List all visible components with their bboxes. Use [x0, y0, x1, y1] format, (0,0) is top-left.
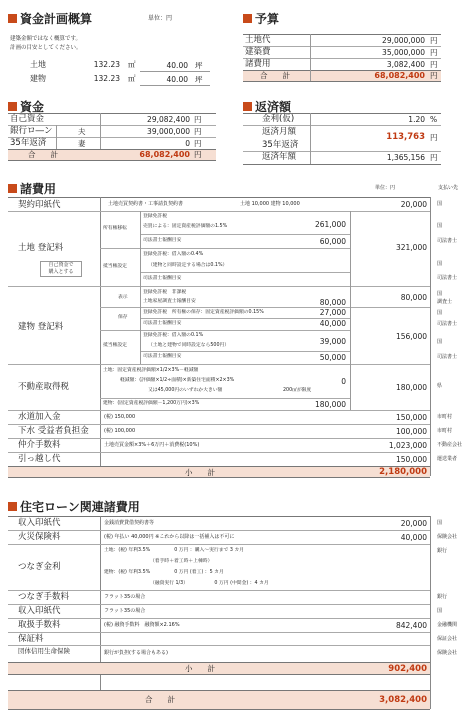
- survey-value: 80,000: [319, 298, 346, 307]
- broker-payee: 不動産会社: [437, 442, 463, 448]
- costs-subtotal-value: 2,180,000: [379, 467, 427, 477]
- square-bullet-icon: [243, 102, 252, 111]
- land-reg-l1: 登録免許税: [143, 214, 167, 219]
- land-reg-payee1: 国: [437, 223, 443, 229]
- preserve-l2: 司法書士報酬目安: [143, 321, 182, 326]
- group-life-payee: 保険会社: [437, 650, 458, 656]
- budget-title: [243, 10, 279, 27]
- sewer-label: 下水 受益者負担金: [18, 426, 89, 436]
- mortgage-label: 抵当権設定: [103, 264, 127, 269]
- broker-label: 仲介手数料: [18, 440, 61, 450]
- monthly-term-label: 35年返済: [262, 140, 299, 150]
- badge-line2: 購入とする: [48, 268, 74, 275]
- land-reg-payee3: 国: [437, 261, 443, 267]
- loan-husband-unit: 円: [194, 127, 202, 136]
- loan-wife-label: 妻: [78, 139, 86, 148]
- square-bullet-icon: [8, 102, 17, 111]
- costs-title-text: 諸費用: [20, 182, 57, 196]
- budget-land-value: 29,000,000: [382, 36, 425, 45]
- budget-misc-label: 諸費用: [245, 59, 271, 69]
- preserve-l1-value: 27,000: [319, 308, 346, 317]
- own-funds-label: 自己資金: [10, 114, 45, 124]
- land-reg-l6: 司法書士報酬目安: [143, 276, 182, 281]
- land-reg-payee4: 司法書士: [437, 275, 458, 281]
- rate-label: 金利(仮): [262, 114, 295, 124]
- bldg-reg-payee5: 国: [437, 339, 443, 345]
- loan-stamp-desc: 金銭消費貸借契約書等: [104, 520, 155, 526]
- land-m2: 132.23: [93, 60, 120, 69]
- fire-insurance-desc: (税) 年払い 40,000円 ※これから以降は一括補入は不可に: [104, 534, 235, 540]
- bridge-l2: （着手時＋着工時＋上棟時）: [150, 559, 213, 564]
- annual-unit: 円: [430, 153, 438, 162]
- annual-label: 返済年額: [262, 152, 297, 162]
- acq-tax-l2b: 又は45,000円のいずれか大きい額: [148, 388, 223, 393]
- acq-tax-l1: 土地：固定資産税評価額×1/2×3%－軽減額: [103, 368, 199, 373]
- fund-plan-note2: 計画の目安としてください。: [10, 45, 82, 51]
- bldg-tsubo: 40.00: [166, 75, 188, 84]
- bldg-reg-payee4: 司法書士: [437, 321, 458, 327]
- budget-misc-unit: 円: [430, 60, 438, 69]
- water-payee: 市町村: [437, 414, 453, 420]
- preserve-l1: 登録免許税 所有権の保存：固定資産税評価額の0.15%: [143, 310, 264, 315]
- funds-title-text: 資金: [20, 100, 45, 114]
- contract-stamp-detail: 土地 10,000 建物 10,000: [240, 201, 300, 207]
- annual-value: 1,365,156: [386, 153, 425, 162]
- fund-plan-unit: 単位：円: [148, 15, 173, 22]
- water-value: 150,000: [395, 413, 427, 422]
- loan-term-label: 35年返済: [10, 138, 47, 148]
- budget-total-label: 合 計: [260, 71, 290, 80]
- funds-total-value: 68,082,400: [139, 150, 190, 159]
- own-funds-value: 29,082,400: [147, 115, 190, 124]
- bldg-label: 建物: [30, 74, 46, 83]
- costs-title: [8, 180, 56, 197]
- loan-costs-title: [8, 498, 140, 515]
- land-reg-total: 321,000: [395, 243, 427, 252]
- land-reg-l2-value: 261,000: [314, 220, 346, 229]
- budget-building-unit: 円: [430, 48, 438, 57]
- fund-plan-note1: 建築金額ではなく概算です。: [10, 36, 82, 42]
- loan-costs-subtotal-value: 902,400: [388, 664, 427, 674]
- budget-land-unit: 円: [430, 36, 438, 45]
- guarantee-payee: 保証会社: [437, 636, 458, 642]
- group-life-desc: 銀行が負担(する場合もある): [104, 650, 168, 656]
- land-reg-payee2: 司法書士: [437, 238, 458, 244]
- badge-line1: 自己資金で: [48, 262, 74, 268]
- water-label: 水道加入金: [18, 412, 61, 422]
- mortgage-l3: 司法書士報酬目安: [143, 354, 182, 359]
- land-reg-label: 土地 登記料: [18, 243, 64, 253]
- bldg-m2-unit: ㎡: [128, 74, 136, 83]
- budget-building-value: 35,000,000: [382, 48, 425, 57]
- group-life-label: 団体信用生命保険: [18, 647, 70, 655]
- land-reg-l5: （建物と同時設定する場合は0.1%）: [148, 263, 228, 268]
- moving-value: 150,000: [395, 455, 427, 464]
- land-reg-l2: 売買による：固定資産税評価額の1.5%: [143, 224, 228, 229]
- grand-total-value: 3,082,400: [379, 695, 427, 705]
- budget-title-text: 予算: [255, 12, 280, 26]
- survey-l2: 土地家屋調査士報酬目安: [143, 299, 196, 304]
- acq-tax-label: 不動産取得税: [18, 382, 70, 392]
- bridge-fee-desc: フラット35の場合: [104, 594, 146, 600]
- loan-stamp2-payee: 国: [437, 608, 443, 614]
- guarantee-label: 保証料: [18, 634, 44, 644]
- moving-label: 引っ越し代: [18, 454, 61, 464]
- loan-husband-label: 夫: [78, 127, 86, 136]
- bldg-m2: 132.23: [93, 74, 120, 83]
- land-reg-l3-value: 60,000: [319, 237, 346, 246]
- budget-total-unit: 円: [430, 71, 438, 80]
- bridge-fee-payee: 銀行: [437, 594, 448, 600]
- land-tsubo-unit: 坪: [195, 61, 203, 70]
- loan-stamp-label: 収入印紙代: [18, 518, 61, 528]
- bldg-tsubo-unit: 坪: [195, 75, 203, 84]
- bridge-l1: 土地：(税) 年利3.5% 0 万円 ：購入～実行まで 3 カ月: [104, 548, 244, 553]
- grand-total-label: 合 計: [145, 695, 175, 704]
- bank-loan-label: 銀行ロ―ン: [10, 126, 53, 136]
- loan-costs-title-text: 住宅ローン関連諸費用: [20, 500, 140, 514]
- monthly-value: 113,763: [386, 132, 425, 142]
- funds-total-label: 合 計: [28, 150, 58, 159]
- monthly-label: 返済月額: [262, 127, 297, 137]
- loan-stamp2-label: 収入印紙代: [18, 606, 61, 616]
- preserve-label: 保存: [118, 315, 128, 320]
- water-desc: (税) 150,000: [104, 414, 136, 420]
- costs-payee-header: 支払い先: [438, 185, 459, 191]
- acq-tax-payee: 県: [437, 383, 443, 389]
- mortgage-l3-value: 50,000: [319, 353, 346, 362]
- handling-fee-payee: 金融機関: [437, 622, 458, 628]
- bldg-reg-payee6: 司法書士: [437, 354, 458, 360]
- bldg-reg-label: 建物 登記料: [18, 322, 64, 332]
- fund-plan-title: [8, 10, 92, 27]
- bridge-l4: （融資実行 1/3） 0 万円 (中間金) ：4 カ月: [150, 581, 269, 586]
- contract-stamp-payee: 国: [437, 201, 443, 207]
- moving-payee: 運送業者: [437, 456, 458, 462]
- loan-husband-value: 39,000,000: [147, 127, 190, 136]
- loan-stamp-payee: 国: [437, 520, 443, 526]
- square-bullet-icon: [8, 14, 17, 23]
- bridge-payee: 銀行: [437, 548, 448, 554]
- square-bullet-icon: [8, 184, 17, 193]
- loan-costs-subtotal-label: 小 計: [185, 664, 215, 673]
- budget-land-label: 土地代: [245, 35, 271, 45]
- survey-l1: 登録免許税 非課税: [143, 290, 187, 295]
- broker-desc: 土地売買金額×3%＋6万円＋消費税(10%): [104, 442, 200, 448]
- handling-fee-label: 取扱手数料: [18, 620, 61, 630]
- rate-value: 1.20: [408, 115, 425, 124]
- bldg-reg-total: 156,000: [395, 332, 427, 341]
- bridge-interest-label: つなぎ金利: [18, 562, 61, 572]
- loan-stamp-value: 20,000: [400, 519, 427, 528]
- funds-total-unit: 円: [194, 150, 202, 159]
- land-tsubo: 40.00: [166, 61, 188, 70]
- bldg-reg-payee2: 調査士: [437, 299, 453, 305]
- bldg-mortgage-label: 抵当権設定: [103, 343, 127, 348]
- sewer-value: 100,000: [395, 427, 427, 436]
- mortgage-l2: （土地と建物で同時設定なら500円）: [148, 343, 230, 348]
- land-reg-l3: 司法書士報酬目安: [143, 238, 182, 243]
- own-funds-unit: 円: [194, 115, 202, 124]
- budget-building-label: 建築費: [245, 47, 271, 57]
- fund-plan-title-text: 資金計画概算: [20, 12, 93, 26]
- square-bullet-icon: [8, 502, 17, 511]
- sewer-payee: 市町村: [437, 428, 453, 434]
- bldg-reg-payee3: 国: [437, 310, 443, 316]
- acq-tax-l2: 軽減額：(評価額×1/2÷面積)×新築住宅面積×2×3%: [120, 378, 235, 383]
- bldg-reg-payee1: 国: [437, 291, 443, 297]
- land-label: 土地: [30, 60, 46, 69]
- mortgage-l1-value: 39,000: [319, 337, 346, 346]
- costs-unit-note: 単位：円: [375, 185, 396, 191]
- acq-tax-l2c: 200㎡が限度: [283, 388, 312, 393]
- fire-insurance-value: 40,000: [400, 533, 427, 542]
- costs-subtotal-label: 小 計: [185, 468, 215, 477]
- loan-stamp2-desc: フラット35の場合: [104, 608, 146, 614]
- bridge-fee-label: つなぎ手数料: [18, 592, 70, 602]
- bridge-l3: 建物：(税) 年利3.5% 0 万円 (着工) ：5 カ月: [104, 570, 224, 575]
- contract-stamp-value: 20,000: [400, 200, 427, 209]
- survey-label: 表示: [118, 295, 128, 300]
- acq-tax-l3: 建物：(固定資産税評価額－1,200万円)×3%: [103, 401, 200, 406]
- land-reg-l4: 登録免許税：借入額の0.4%: [143, 252, 204, 257]
- budget-misc-value: 3,082,400: [386, 60, 425, 69]
- handling-fee-value: 842,400: [395, 621, 427, 630]
- rate-unit: %: [430, 115, 438, 124]
- repay-title-text: 返済額: [255, 100, 292, 114]
- ownership-label: 所有権移転: [103, 226, 127, 231]
- budget-total-value: 68,082,400: [374, 71, 425, 80]
- broker-value: 1,023,000: [388, 441, 427, 450]
- contract-stamp-desc: 土地売買契約書・工事請負契約書: [108, 201, 184, 207]
- land-reg-note-badge: [40, 261, 82, 277]
- land-m2-unit: ㎡: [128, 60, 136, 69]
- mortgage-l1: 登録免許税：借入額の0.1%: [143, 333, 204, 338]
- fire-insurance-payee: 保険会社: [437, 534, 458, 540]
- handling-fee-desc: (税) 融資手数料 融資額×2.16%: [104, 622, 180, 628]
- acq-tax-l3-value: 180,000: [314, 400, 346, 409]
- loan-wife-unit: 円: [194, 139, 202, 148]
- contract-stamp-label: 契約印紙代: [18, 200, 61, 210]
- square-bullet-icon: [243, 14, 252, 23]
- acq-tax-l2-value: 0: [341, 377, 346, 386]
- loan-wife-value: 0: [185, 139, 190, 148]
- monthly-unit: 円: [430, 133, 438, 142]
- preserve-l2-value: 40,000: [319, 319, 346, 328]
- acq-tax-total: 180,000: [395, 383, 427, 392]
- survey-total: 80,000: [400, 293, 427, 302]
- fire-insurance-label: 火災保険料: [18, 532, 61, 542]
- sewer-desc: (税) 100,000: [104, 428, 136, 434]
